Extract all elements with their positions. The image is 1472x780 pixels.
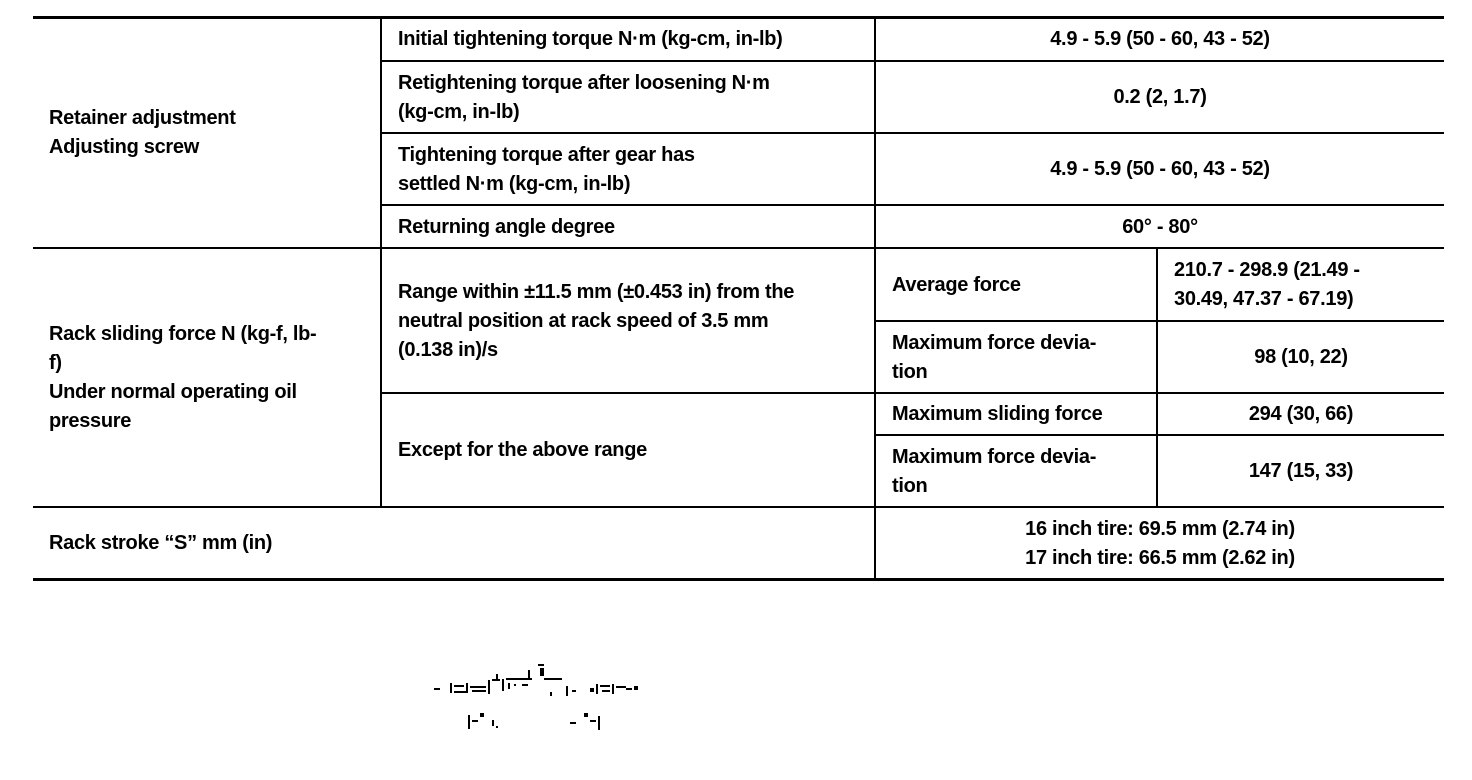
rack-sliding-label-line3: Under normal operating oil [49, 381, 297, 403]
rack-stroke-label: Rack stroke “S” mm (in) [49, 532, 273, 554]
rack-sliding-label-line4: pressure [49, 410, 132, 432]
condition-cell [382, 249, 874, 393]
item-name-cell [876, 394, 1156, 435]
value-cell [876, 134, 1444, 205]
item-name-cell [876, 436, 1156, 507]
max-force-deviation-name-line2: tion [892, 360, 928, 383]
returning-angle-value: 60° - 80° [1122, 215, 1198, 238]
settled-torque-condition-line2: settled N·m (kg-cm, in-lb) [398, 172, 631, 195]
condition-cell [382, 62, 874, 133]
value-cell [876, 62, 1444, 133]
retainer-label-cell [33, 18, 380, 248]
item-name-cell [876, 322, 1156, 393]
value-cell [876, 206, 1444, 248]
average-force-value-line2: 30.49, 47.37 - 67.19) [1174, 288, 1354, 310]
max-force-deviation-name-line1: Maximum force devia- [892, 331, 1097, 354]
range-within-line2: neutral position at rack speed of 3.5 mm [398, 309, 769, 332]
rack-stroke-value-line1: 16 inch tire: 69.5 mm (2.74 in) [1025, 517, 1295, 540]
rack-sliding-label-cell [33, 249, 380, 507]
condition-cell [382, 18, 874, 61]
item-name-cell [876, 249, 1156, 321]
item-value-cell [1158, 249, 1444, 321]
condition-cell [382, 134, 874, 205]
item-value-cell [1158, 394, 1444, 435]
except-range-condition: Except for the above range [398, 439, 647, 461]
initial-torque-value: 4.9 - 5.9 (50 - 60, 43 - 52) [1050, 28, 1270, 50]
retightening-condition-line1: Retightening torque after loosening N·m [398, 71, 770, 94]
condition-cell [382, 206, 874, 248]
range-within-line3: (0.138 in)/s [398, 338, 498, 361]
average-force-value-line1: 210.7 - 298.9 (21.49 - [1174, 259, 1360, 281]
settled-torque-condition-line1: Tightening torque after gear has [398, 143, 695, 166]
settled-torque-value: 4.9 - 5.9 (50 - 60, 43 - 52) [1050, 158, 1270, 180]
rack-sliding-label-line1: Rack sliding force N (kg-f, lb- [49, 323, 317, 345]
condition-cell [382, 394, 874, 507]
item-value-cell [1158, 436, 1444, 507]
average-force-name: Average force [892, 273, 1021, 296]
returning-angle-condition: Returning angle degree [398, 215, 615, 238]
rack-stroke-value-cell [876, 508, 1444, 579]
rack-stroke-value-line2: 17 inch tire: 66.5 mm (2.62 in) [1025, 546, 1295, 569]
range-within-line1: Range within ±11.5 mm (±0.453 in) from the [398, 280, 795, 303]
retainer-label-line1: Retainer adjustment [49, 107, 236, 129]
item-value-cell [1158, 322, 1444, 393]
retightening-condition-line2: (kg-cm, in-lb) [398, 100, 520, 123]
max-sliding-force-value: 294 (30, 66) [1248, 403, 1354, 425]
except-max-force-deviation-value: 147 (15, 33) [1248, 460, 1354, 482]
max-force-deviation-value: 98 (10, 22) [1254, 346, 1348, 368]
max-sliding-force-name: Maximum sliding force [892, 403, 1103, 425]
value-cell [876, 18, 1444, 61]
initial-torque-condition: Initial tightening torque N·m (kg-cm, in-lb) [398, 28, 783, 50]
rack-sliding-label-line2: f) [49, 352, 62, 374]
rack-stroke-label-cell [33, 508, 874, 579]
retainer-label-line2: Adjusting screw [49, 136, 199, 158]
retightening-value: 0.2 (2, 1.7) [1113, 86, 1207, 108]
except-max-force-deviation-name-line2: tion [892, 474, 928, 497]
except-max-force-deviation-name-line1: Maximum force devia- [892, 445, 1097, 468]
scan-artifact-graphic [420, 650, 650, 740]
